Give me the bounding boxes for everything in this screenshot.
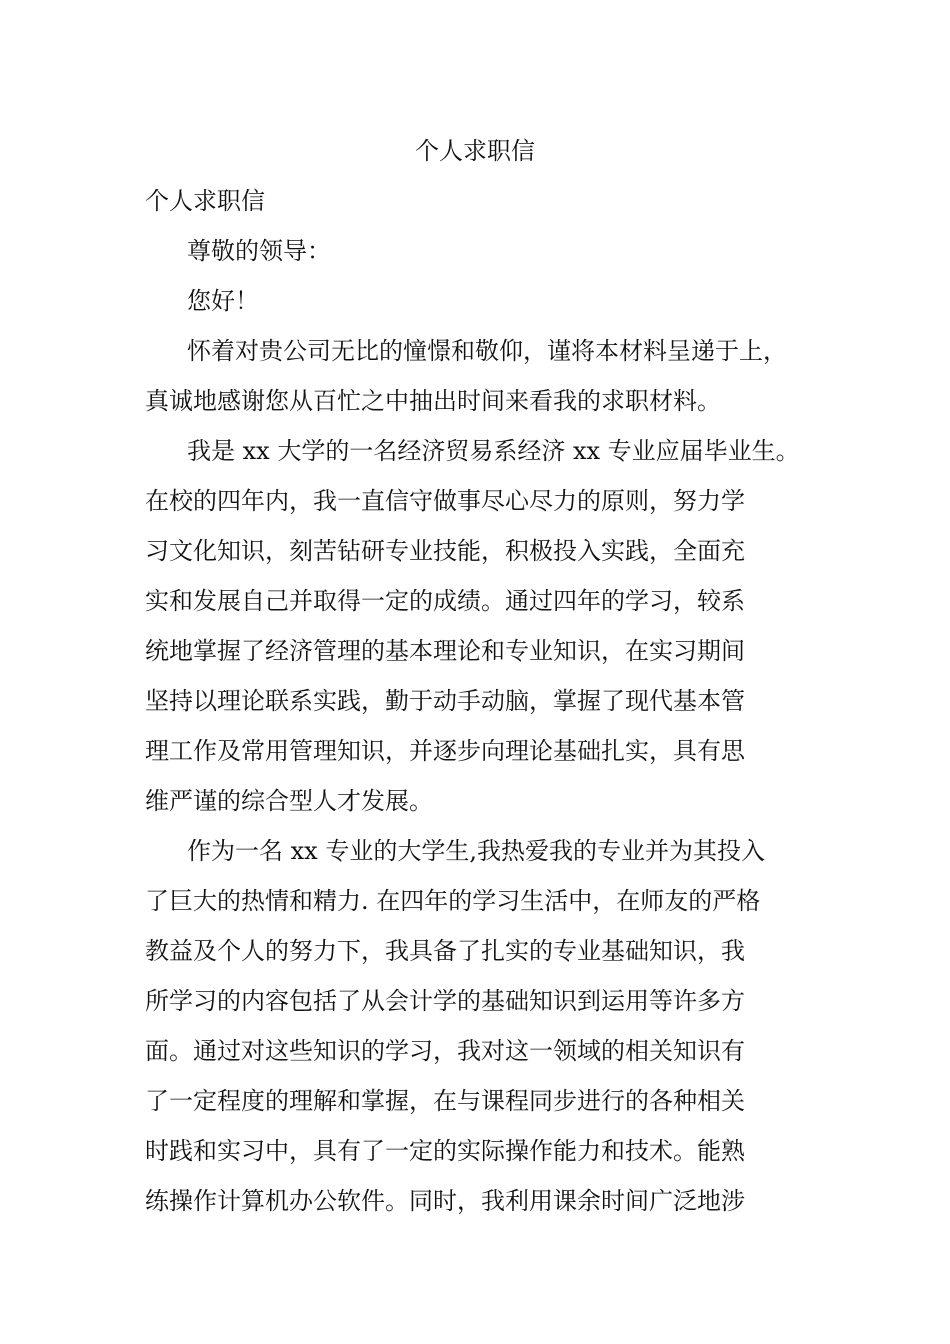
body-line: 坚持以理论联系实践，勤于动手动脑，掌握了现代基本管 bbox=[145, 687, 745, 715]
body-line: 时践和实习中，具有了一定的实际操作能力和技术。能熟 bbox=[145, 1137, 745, 1165]
body-line: 面。通过对这些知识的学习，我对这一领域的相关知识有 bbox=[145, 1037, 745, 1065]
body-line: 作为一名 xx 专业的大学生,我热爱我的专业并为其投入 bbox=[187, 837, 765, 865]
body-line: 练操作计算机办公软件。同时，我利用课余时间广泛地涉 bbox=[145, 1187, 745, 1215]
subheading: 个人求职信 bbox=[145, 187, 265, 215]
body-line: 教益及个人的努力下，我具备了扎实的专业基础知识，我 bbox=[145, 937, 745, 965]
body-line: 所学习的内容包括了从会计学的基础知识到运用等许多方 bbox=[145, 987, 745, 1015]
document-title: 个人求职信 bbox=[415, 137, 535, 165]
body-line: 在校的四年内，我一直信守做事尽心尽力的原则，努力学 bbox=[145, 487, 745, 515]
body-line: 维严谨的综合型人才发展。 bbox=[145, 787, 433, 815]
body-line: 了巨大的热情和精力. 在四年的学习生活中，在师友的严格 bbox=[145, 887, 761, 915]
body-line: 习文化知识，刻苦钻研专业技能，积极投入实践，全面充 bbox=[145, 537, 745, 565]
salutation: 尊敬的领导： bbox=[187, 237, 331, 265]
body-line: 实和发展自己并取得一定的成绩。通过四年的学习，较系 bbox=[145, 587, 745, 615]
body-line: 统地掌握了经济管理的基本理论和专业知识，在实习期间 bbox=[145, 637, 745, 665]
body-line: 我是 xx 大学的一名经济贸易系经济 xx 专业应届毕业生。 bbox=[187, 437, 800, 465]
body-line: 真诚地感谢您从百忙之中抽出时间来看我的求职材料。 bbox=[145, 387, 721, 415]
body-line: 理工作及常用管理知识，并逐步向理论基础扎实，具有思 bbox=[145, 737, 745, 765]
body-line: 怀着对贵公司无比的憧憬和敬仰，谨将本材料呈递于上， bbox=[187, 337, 787, 365]
body-line: 了一定程度的理解和掌握，在与课程同步进行的各种相关 bbox=[145, 1087, 745, 1115]
greeting: 您好！ bbox=[187, 287, 259, 315]
